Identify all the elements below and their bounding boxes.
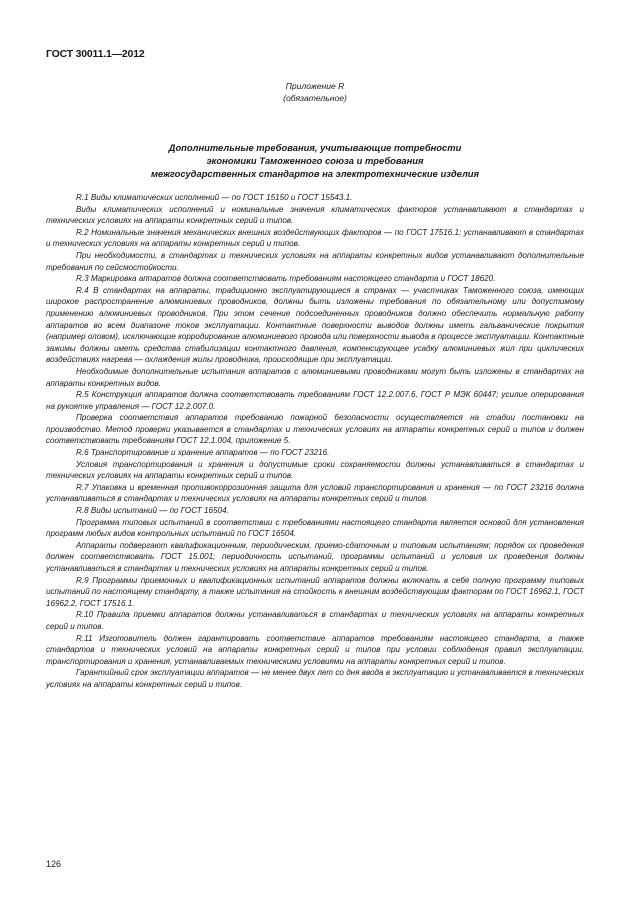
section-heading xyxy=(60,141,570,180)
heading-line: межгосударственных стандартов на электротехнические изделия xyxy=(150,168,480,179)
paragraph: R.6 Транспортирование и хранение аппаратов — по ГОСТ 23216. xyxy=(76,448,330,458)
paragraph: Виды климатических исполнений и номинальные значения климатических факторов устанавливают в стандартах и технических условиях на аппараты конкретных серий и типов. xyxy=(46,204,584,226)
paragraph: R.1 Виды климатических исполнений — по ГОСТ 15150 и ГОСТ 15543.1. xyxy=(76,193,353,202)
paragraph: R.8 Виды испытаний — по ГОСТ 16504. xyxy=(76,506,229,516)
paragraph: Аппараты подвергают квалификационным, периодическим, приемо-сдаточным и типовым испытаниям; порядок их проведения должен соответствовать ГОСТ 15.001; периодичность испытаний, программы испытаний и условия их проведения должны устанавливаться в стандартах и технических условиях на аппараты конкретных серий и типов. xyxy=(46,540,584,573)
paragraph: R.5 Конструкция аппаратов должна соответствовать требованиям ГОСТ 12.2.007.6, ГОСТ Р МЭК 60447; усилие оперирования на рукоятке управления — ГОСТ 12.2.007.0. xyxy=(46,390,584,411)
annex-title: Приложение R xyxy=(285,81,345,91)
paragraph: R.10 Правила приемки аппаратов должны устанавливаться в стандартах и технических условиях на аппараты конкретных серий и типов. xyxy=(46,610,584,631)
paragraph: Необходимые дополнительные испытания аппаратов с алюминиевыми проводниками могут быть изложены в стандартах на аппараты конкретных видов. xyxy=(46,366,584,388)
paragraph: При необходимости, в стандартах и технических условиях на аппараты конкретных видов устанавливают дополнительные требования по сейсмостойкости. xyxy=(46,250,584,272)
paragraph: R.9 Программы приемочных и квалификационных испытаний аппаратов должны включать в себя полную программу типовых испытаний по настоящему стандарту, а также испытания на стойкость к внешним воздействующим факторам по ГОСТ 16962.1, ГОСТ 16962.2, ГОСТ 17516.1. xyxy=(46,575,584,608)
heading-line: Дополнительные требования, учитывающие потребности xyxy=(168,142,462,153)
annex-header xyxy=(0,80,630,104)
paragraph: Программа типовых испытаний в соответствии с требованиями настоящего стандарта является основой для установления программ любых видов контрольных испытаний по ГОСТ 16504. xyxy=(46,517,584,539)
paragraph: R.2 Номинальные значения механических внешних воздействующих факторов — по ГОСТ 17516.1; устанавливают в стандартах и технических условиях на аппараты конкретных серий и типов. xyxy=(46,227,584,249)
heading-line: экономики Таможенного союза и требования xyxy=(206,155,424,166)
paragraph: R.4 В стандартах на аппараты, традиционно эксплуатирующиеся в странах — участниках Таможенного союза, имеющих широкое распространение алюминиевых проводников, должны быть изложены требования по обязательному или допустимому применению алюминиевых проводников. При этом сечение подсоединенных проводников должно обеспечить нормальную работу аппаратов во всем диапазоне токов эксплуатации. Контактные поверхности выводов должны иметь гальванические покрытия (например оловом), исключающие корродирование алюминиевого провода или поверхности вывода в процессе эксплуатации. Контактные зажимы должны иметь средства стабилизации контактного давления, компенсирующее усадку алюминиевых жил при циклических воздействиях нагрева — охлаждения жилы проводника, происходящие при эксплуатации. xyxy=(46,285,584,365)
paragraph: R.7 Упаковка и временная противокоррозионная защита для условий транспортирования и хранения — по ГОСТ 23216 должна устанавливаться в стандартах и технических условиях на аппараты конкретных серий и типов. xyxy=(46,482,584,504)
body-text xyxy=(46,192,584,691)
page-number: 126 xyxy=(46,859,62,869)
paragraph: Проверка соответствия аппаратов требованию пожарной безопасности осуществляется на стадии постановки на производство. Метод проверки указывается в стандартах и технических условиях на аппараты конкретных серий и типов и должен соответствовать требованиям ГОСТ 12.1.004, приложение 5. xyxy=(46,413,584,446)
paragraph: Гарантийный срок эксплуатации аппаратов — не менее двух лет со дня ввода в эксплуатацию и устанавливается в технических условиях на аппараты конкретных серий и типов. xyxy=(46,668,584,689)
paragraph: R.3 Маркировка аппаратов должна соответствовать требованиям настоящего стандарта и ГОСТ 18620. xyxy=(76,274,496,284)
document-code: ГОСТ 30011.1—2012 xyxy=(46,48,145,60)
annex-status: (обязательное) xyxy=(283,93,347,103)
paragraph: R.11 Изготовитель должен гарантировать соответствие аппаратов требованиям настоящего стандарта, а также стандартов и технических условий на аппараты конкретных серий и типов при условии соблюдения правил эксплуатации, транспортирования и хранения, устанавливаемых техническими условиями на аппараты конкретных серий и типов. xyxy=(46,633,584,666)
paragraph: Условия транспортирования и хранения и допустимые сроки сохраняемости должны устанавливаться в стандартах и технических условиях на аппараты конкретных серий и типов. xyxy=(46,459,584,481)
